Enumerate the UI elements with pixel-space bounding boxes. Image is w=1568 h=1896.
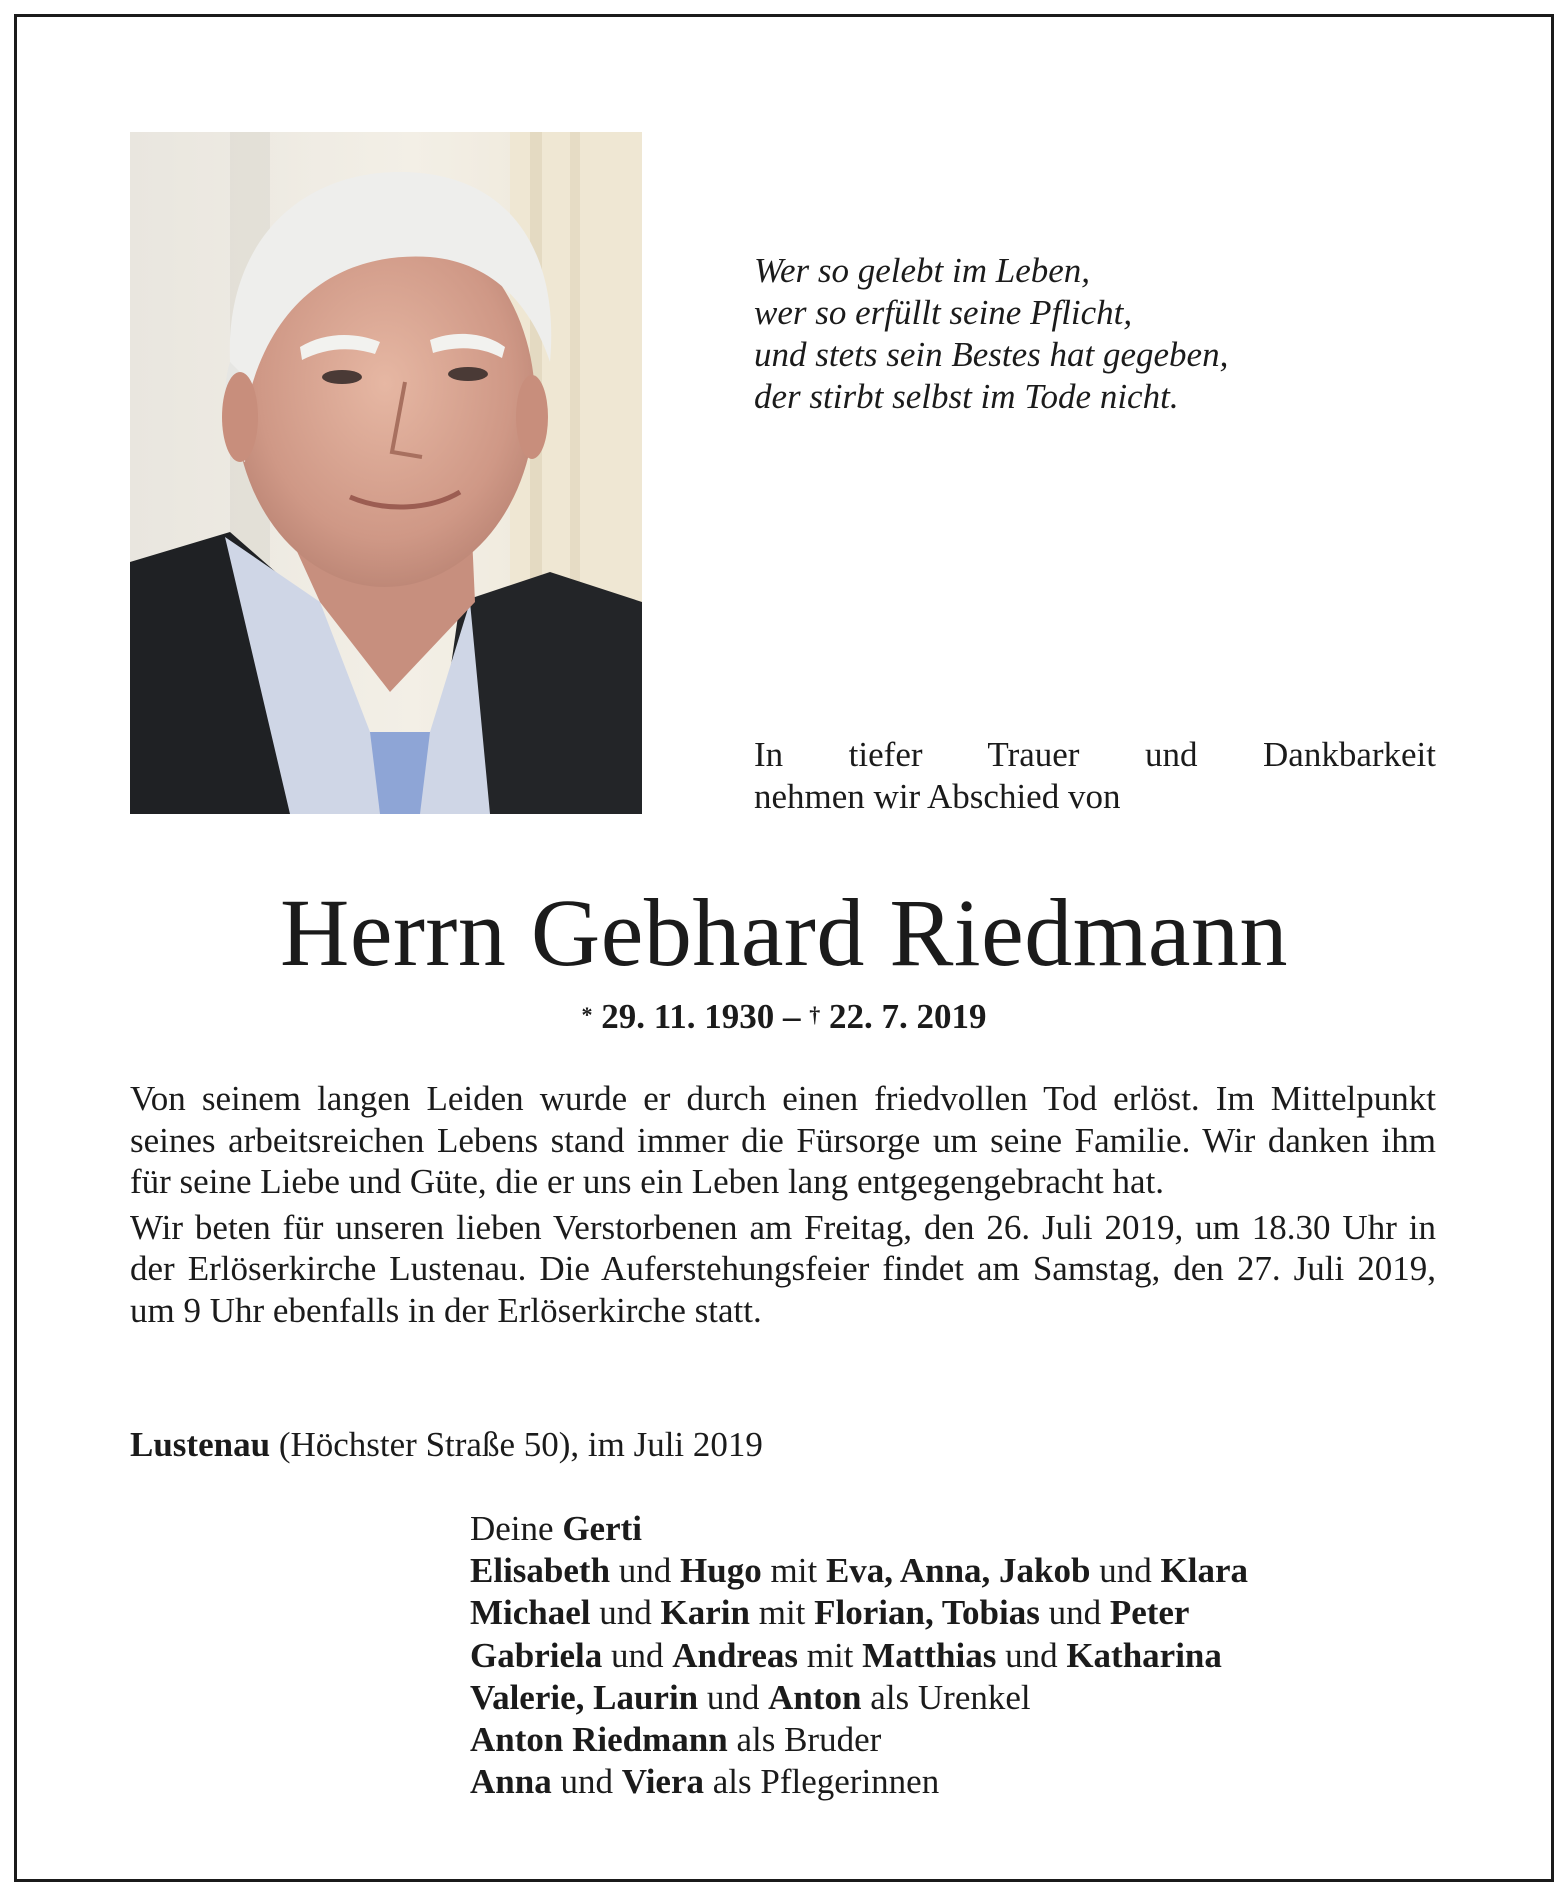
intro-line-1: In tiefer Trauer und Dankbarkeit <box>754 735 1436 774</box>
birth-date: 29. 11. 1930 <box>601 997 775 1036</box>
family-text: als Pflegerinnen <box>704 1762 940 1802</box>
family-line <box>470 1508 1470 1550</box>
intro-text <box>754 734 1436 818</box>
poem <box>754 250 1354 418</box>
poem-line: und stets sein Bestes hat gegeben, <box>754 335 1229 374</box>
date-dash: – <box>774 997 810 1036</box>
family-text: Deine <box>470 1509 563 1548</box>
poem-line: der stirbt selbst im Tode nicht. <box>754 377 1179 416</box>
family-member: Elisabeth <box>470 1551 611 1591</box>
family-text: mit <box>749 1593 815 1633</box>
poem-line: Wer so gelebt im Leben, <box>754 251 1091 290</box>
place-city: Lustenau <box>130 1425 271 1464</box>
family-text: und <box>551 1762 622 1802</box>
family-line <box>470 1635 1470 1677</box>
family-member: Gerti <box>562 1509 643 1548</box>
family-text: und <box>698 1677 769 1717</box>
family-member: Katharina <box>1066 1635 1222 1675</box>
death-date: 22. 7. 2019 <box>829 997 987 1036</box>
death-symbol: † <box>809 1002 821 1027</box>
family-member: Valerie, Laurin <box>470 1677 699 1717</box>
family-member: Peter <box>1109 1593 1190 1633</box>
place-and-date <box>130 1424 1436 1466</box>
family-member: Andreas <box>672 1635 798 1675</box>
family-member: Hugo <box>680 1551 762 1591</box>
family-text: und <box>590 1593 661 1633</box>
deceased-name: Herrn Gebhard Riedmann <box>280 879 1288 986</box>
family-member: Viera <box>621 1762 704 1802</box>
family-member: Eva, Anna, Jakob <box>825 1551 1091 1591</box>
family-member: Anna <box>470 1762 552 1802</box>
obituary-body <box>130 1078 1436 1335</box>
family-text: und <box>610 1551 681 1591</box>
place-rest: (Höchster Straße 50), im Juli 2019 <box>270 1425 763 1464</box>
family-member: Michael <box>470 1593 591 1633</box>
family-member: Florian, Tobias <box>814 1593 1040 1633</box>
family-member: Anton <box>768 1677 862 1717</box>
family-text: und <box>1039 1593 1110 1633</box>
portrait-photo <box>130 132 642 814</box>
poem-line: wer so erfüllt seine Pflicht, <box>754 293 1133 332</box>
family-text: und <box>602 1635 673 1675</box>
family-line <box>470 1677 1470 1719</box>
portrait-illustration <box>130 132 642 814</box>
family-member: Anton Riedmann <box>470 1720 728 1760</box>
family-member: Matthias <box>862 1635 997 1675</box>
intro-line-2: nehmen wir Abschied von <box>754 777 1121 816</box>
family-line <box>470 1550 1470 1592</box>
family-signatures <box>470 1508 1470 1803</box>
birth-symbol: * <box>581 1002 593 1027</box>
family-text: und <box>1090 1551 1161 1591</box>
family-text: mit <box>797 1635 863 1675</box>
family-line <box>470 1761 1470 1803</box>
family-text: mit <box>761 1551 826 1591</box>
family-member: Karin <box>660 1593 750 1633</box>
family-member: Klara <box>1160 1551 1248 1591</box>
family-text: und <box>996 1635 1067 1675</box>
family-line <box>470 1719 1470 1761</box>
family-member: Gabriela <box>470 1635 603 1675</box>
family-line <box>470 1592 1470 1634</box>
family-text: als Urenkel <box>861 1677 1031 1717</box>
family-text: als Bruder <box>727 1720 882 1760</box>
life-dates <box>0 996 1568 1038</box>
body-paragraph-2: Wir beten für unseren lieben Verstorbenen am Freitag, den 26. Juli 2019, um 18.30 Uhr in der Erlöserkirche Lustenau. Die Auferstehungsfeier findet am Samstag, den 27. Juli 2019, um 9 Uhr ebenfalls in der Erlöserkirche statt. <box>130 1207 1436 1330</box>
body-paragraph-1: Von seinem langen Leiden wurde er durch einen friedvollen Tod erlöst. Im Mittelpunkt seines arbeitsreichen Lebens stand immer die Fürsorge um seine Familie. Wir danken ihm für seine Liebe und Güte, die er uns ein Leben lang entgegengebracht hat. <box>130 1079 1436 1201</box>
